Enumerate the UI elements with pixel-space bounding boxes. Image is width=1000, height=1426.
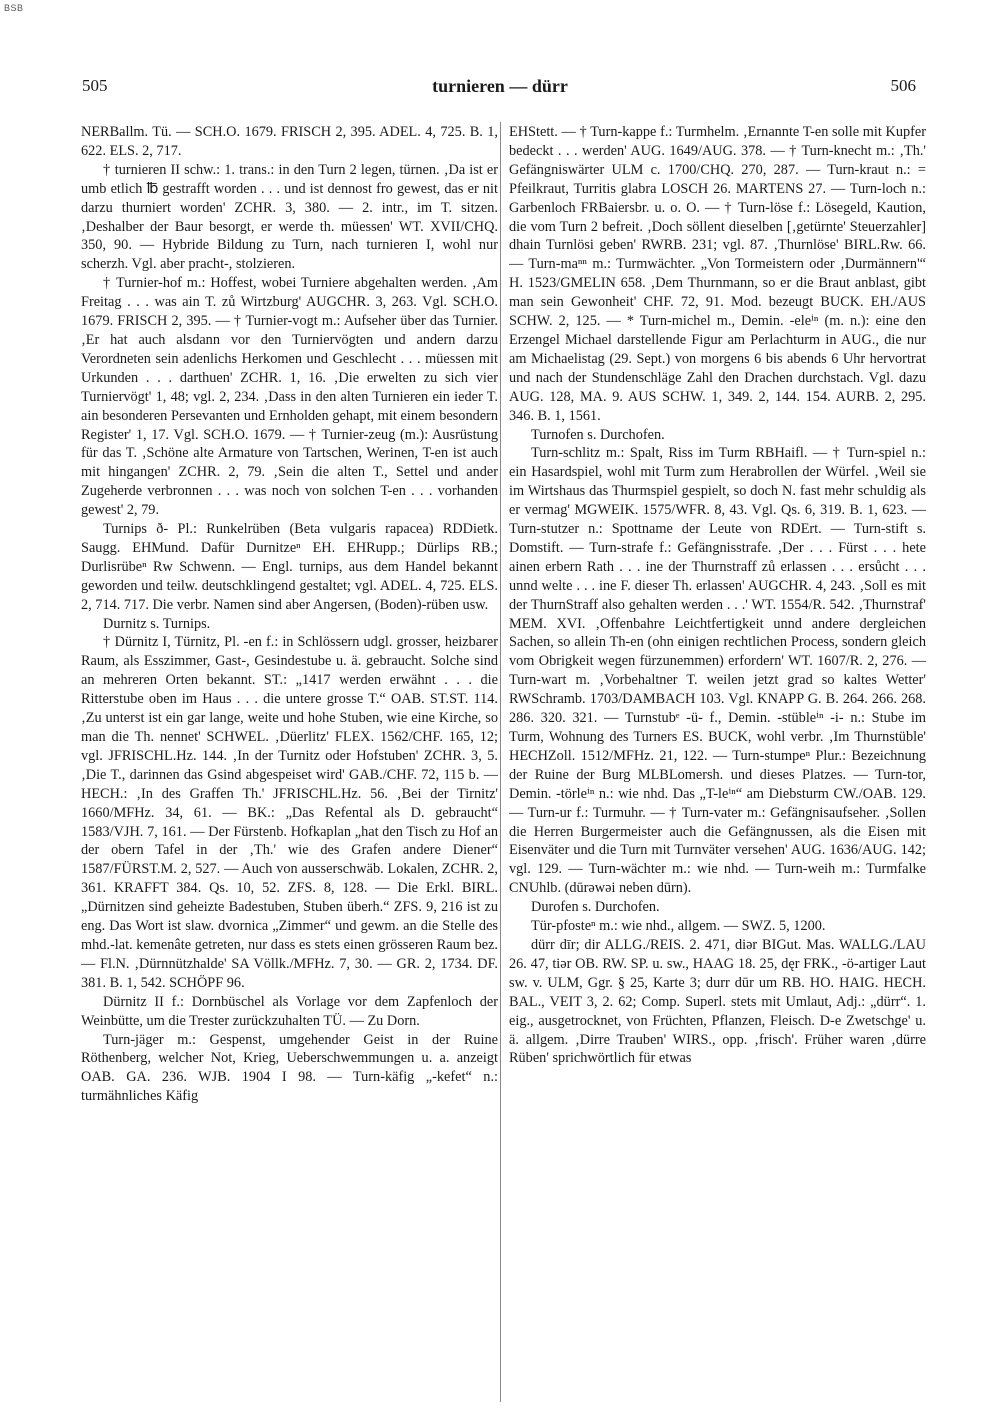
page-number-right: 506 xyxy=(890,76,916,95)
paragraph: † Dürnitz I, Türnitz, Pl. -en f.: in Schlössern udgl. grosser, heizbarer Raum, als Esszimmer, Gast-, Gesindestube u. ä. gebraucht. Solche sind an mehreren Orten bekannt. ST.: „1417 werden erwähnt . . . die Ritterstube oben im Haus . . . die untere grosse T.“ OAB. ST.ST. 114. ‚Zu unterst ist ein gar lange, weite und hohe Stuben, wie eine Kirche, so man die Th. nennet' SCHWEL. ‚Düerlitz' FLEX. 1562/CHF. 165, 12; vgl. JFRISCHL.Hz. 144. ‚In der Turnitz oder Hofstuben' ZCHR. 3, 5. ‚Die T., darinnen das Gsind abgespeiset wird' GAB./CHF. 72, 115 b. — HECH.: ‚In des Graffen Th.' JFRISCHL.Hz. 56. ‚Bei der Tirnitz' 1660/MFHz. 34, 61. — BK.: „Das Refental als D. gebraucht“ 1583/VJH. 7, 161. — Der Fürstenb. Hofkaplan „hat den Tisch zu Hof an der obern Tafel in der ‚Th.' wie des Grafen andere Diener“ 1587/FÜRST.M. 2, 527. — Auch von ausserschwäb. Lokalen, ZCHR. 2, 361. KRAFFT 384. Qs. 10, 52. ZFS. 8, 128. — Die Erkl. BIRL. „Dürnitzen sind geheizte Badestuben, Stuben überh.“ ZFS. 9, 216 ist zu eng. Das Wort ist slaw. dvornica „Zimmer“ und gewm. an die Stelle des mhd.-lat. kemenâte getreten, nur dass es stets einen grösseren Raum bez. — Fl.N. ‚Dürnnützhalde' SA Völlk./MFHz. 7, 30. — GR. 2, 1734. DF. 381. B. 1, 542. SCHÖPF 96. xyxy=(81,634,498,991)
left-column xyxy=(81,123,498,1413)
column-divider xyxy=(500,122,501,1402)
paragraph: Durnitz s. Turnips. xyxy=(103,615,211,632)
paragraph: Turn-schlitz m.: Spalt, Riss im Turm RBHaifl. — † Turn-spiel n.: ein Hasardspiel, wohl mit Turm zum Herabrollen der Würfel. ‚Weil sie im Wirtshaus das Thurmspiel gespielt, so doch N. fast mehr schuldig als er vermag' MGWEIK. 1575/WFR. 8, 43. Vgl. Qs. 6, 319. B. 1, 623. — Turn-stutzer n.: Spottname der Leute von RDErt. — Turn-stift s. Domstift. — Turn-strafe f.: Gefängnisstrafe. ‚Der . . . Fürst . . . hete ainen erbern Rath . . . ine der Thurnstraff zů erlassen . . . ersůcht . . . unnd welte . . . ine F. dieser Th. erlassen' AUGCHR. 4, 243. ‚Soll es mit der ThurnStraff also gehalten werden . . .' WT. 1554/R. 542. ‚Thurnstraf' MEM. XVI. ‚Offenbahre Leichtfertigkeit unnd andere dergleichen Sachen, so allein Th-en (ohn einigen rechtlichen Process, sondern gleich vom Obrigkeit wegen fürzunemmen) erfordern' WT. 1607/R. 2, 276. — Turn-wart m. ‚Vorbehaltner T. weilen jetzt grad so kaltes Wetter' RWSchramb. 1703/DAMBACH 103. Vgl. KNAPP G. B. 264. 266. 268. 286. 320. 321. — Turnstubᵉ -ü- f., Demin. -stübleⁱⁿ -i- n.: Stube im Turm, Wohnung des Turners ES. BUCK, wohl verbr. ‚Im Thurnstüble' HECHZoll. 1512/MFHz. 21, 122. — Turn-stumpeⁿ Plur.: Bezeichnung der Ruine der Burg MLBLomersh. und dieses Platzes. — Turn-tor, Demin. -törleⁱⁿ n.: wie nhd. Das „T-leⁱⁿ“ am Diebsturm CW./OAB. 129. — Turn-ur f.: Turmuhr. — † Turn-vater m.: Gefängnisaufseher. ‚Sollen die Herren Burgermeister auch die Gefängnussen, als die Eisen mit Eisenväter und die Turn mit Turnväter versehen' AUG. 1636/AUG. 142; vgl. 129. — Turn-wächter m.: wie nhd. — Turn-weih m.: Turmfalke CNUhlb. (dūrəwəi neben dūrn). xyxy=(509,445,926,897)
paragraph: † turnieren II schw.: 1. trans.: in den Turn 2 legen, türnen. ‚Da ist er umb etlich ℔ gestrafft worden . . . und ist dennost fro gewest, das er nit darzu thurniert worden' ZCHR. 3, 380. — 2. intr., im T. sitzen. ‚Deshalber der Baur besorgt, er werde th. müessen' WT. XVII/CHQ. 350, 90. — Hybride Bildung zu Turn, nach turnieren I, wohl nur scherzh. Vgl. aber pracht-, stolzieren. xyxy=(81,161,498,273)
paragraph: Tür-pfosteⁿ m.: wie nhd., allgem. — SWZ. 5, 1200. xyxy=(531,918,826,935)
paragraph: Turn-jäger m.: Gespenst, umgehender Geist in der Ruine Röthenberg, welcher Not, Krieg, Ueberschwemmungen u. a. anzeigt OAB. GA. 236. WJB. 1904 I 98. — Turn-käfig „-kefet“ n.: turmähnliches Käfig xyxy=(81,1031,498,1105)
right-column xyxy=(509,123,926,1413)
paragraph: NERBallm. Tü. — SCH.O. 1679. FRISCH 2, 395. ADEL. 4, 725. B. 1, 622. ELS. 2, 717. xyxy=(81,124,498,159)
paragraph: EHStett. — † Turn-kappe f.: Turmhelm. ‚Ernannte T-en solle mit Kupfer bedeckt . . . werden' AUG. 1649/AUG. 378. — † Turn-knecht m.: ‚Th.' Gefängniswärter ULM c. 1700/CHQ. 270, 287. — Turn-kraut n.: = Pfeilkraut, Turritis glabra LOSCH 26. MARTENS 27. — Turn-loch n.: Garbenloch FRBaiersbr. u. o. O. — † Turn-löse f.: Lösegeld, Kaution, die vom Turn 2 befreit. ‚Doch söllent dieselben [‚getürnte' Steuerzahler] dhain Turnlösi geben' RWRB. 231; vgl. 87. ‚Thurnlöse' BIRL.Rw. 66. — Turn-maⁿⁿ m.: Turmwächter. „Von Tormeistern oder ‚Durmännern'“ H. 1523/GMELIN 658. ‚Dem Thurnmann, so er die Braut anblast, gibt man sein Gewonheit' CHF. 72, 91. Mod. bezeugt BUCK. EH./AUS SCHW. 2, 125. — * Turn-michel m., Demin. -eleⁱⁿ (m. n.): eine den Erzengel Michael darstellende Figur am Perlachturm in AUG., die nur am Michaelistag (29. Sept.) von morgens 6 bis abends 6 Uhr hervortrat und nach der Stundenschläge Zahl den Drachen durchstach. Vgl. dazu AUG. 128, MA. 9. AUS SCHW. 1, 349. 2, 144. 154. AURB. 2, 295. 346. B. 1, 1561. xyxy=(509,124,926,424)
paragraph: Dürnitz II f.: Dornbüschel als Vorlage vor dem Zapfenloch der Weinbütte, um die Trester zurückzuhalten TÜ. — Zu Dorn. xyxy=(81,993,498,1029)
paragraph: dürr dīr; dir ALLG./REIS. 2. 471, diər BIGut. Mas. WALLG./LAU 26. 47, tiər OB. RW. SP. u. sw., HAAG 18. 25, dęr FRK., -ö-artiger Laut sw. v. ULM, Ggr. § 25, Karte 3; durr dūr um RB. HO. HAIG. HECH. BAL., VEIT 3, 2. 62; Comp. Superl. stets mit Umlaut, Adj.: „dürr“. 1. eig., ausgetrocknet, von Früchten, Pflanzen, Fleisch. D-e Zwetschge' u. ä. allgem. ‚Dirre Trauben' WIRS., opp. ‚frisch'. Früher waren ‚dürre Rüben' sprichwörtlich für etwas xyxy=(509,936,926,1067)
running-title: turnieren — dürr xyxy=(432,76,568,96)
paragraph: Turnips ð- Pl.: Runkelrüben (Beta vulgaris rapacea) RDDietk. Saugg. EHMund. Dafür Durnitzeⁿ EH. EHRupp.; Dürlips RB.; Durlisrübeⁿ Rw Schwenn. — Engl. turnips, aus dem Handel bekannt geworden und teilw. deutschklingend gestaltet; vgl. ADEL. 4, 725. ELS. 2, 714. 717. Die verbr. Namen sind aber Angersen, (Boden)-rüben usw. xyxy=(81,521,498,613)
library-stamp: BSB xyxy=(4,3,24,13)
paragraph: Durofen s. Durchofen. xyxy=(531,899,660,916)
paragraph: † Turnier-hof m.: Hoffest, wobei Turniere abgehalten werden. ‚Am Freitag . . . was ain T. zů Wirtzburg' AUGCHR. 3, 263. Vgl. SCH.O. 1679. FRISCH 2, 395. — † Turnier-vogt m.: Aufseher über das Turnier. ‚Er hat auch alsdann vor den Turniervögten und andern darzu Verordneten sein adenlichs Herkomen und Geschlecht . . . müessen mit Urkunden . . . darthuen' ZCHR. 1, 16. ‚Die erwelten zu sich vier Turniervögt' 1, 48; vgl. 2, 234. ‚Dass in den alten Turnieren ein ieder T. ain besonderen Persevanten und Ernholden gehapt, mit einem besondern Register' 1, 17. Vgl. SCH.O. 1679. — † Turnier-zeug (m.): Ausrüstung für das T. ‚Schöne alte Armature von Tartschen, Werinen, T-en ist auch mit hingangen' ZCHR. 2, 79. ‚Sein die alten T., Settel und ander Zugeherde verbronnen . . . was noch von solchen T-en . . . vorhanden gewest' 2, 79. xyxy=(81,275,498,519)
page-number-left: 505 xyxy=(82,76,108,95)
paragraph: Turnofen s. Durchofen. xyxy=(531,426,665,443)
